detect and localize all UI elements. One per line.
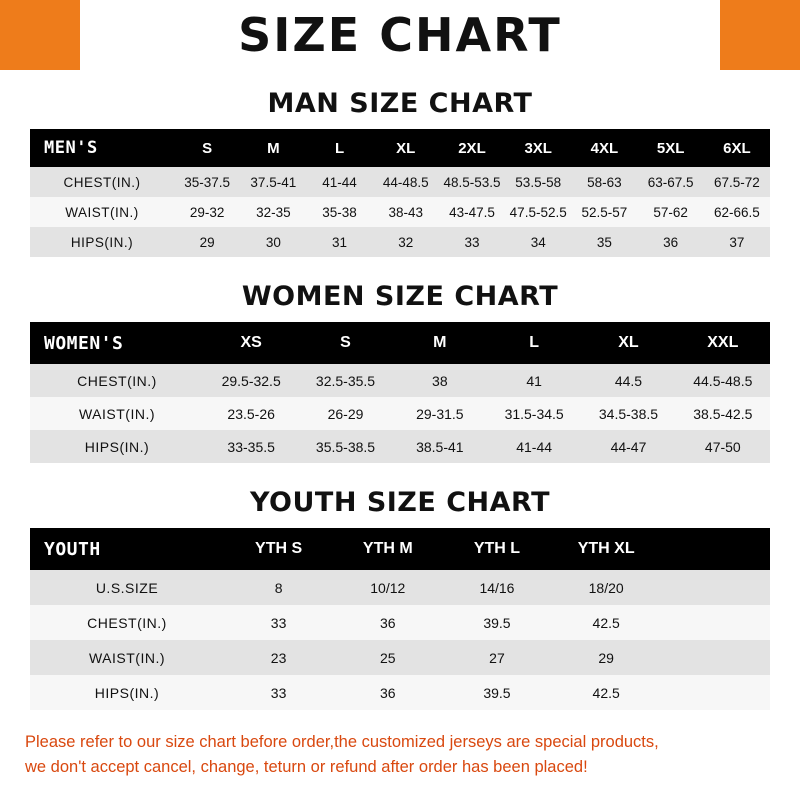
women-table-wrap: [30, 322, 770, 463]
youth-cell-2-0: 23: [224, 640, 333, 675]
disclaimer-line-2: we don't accept cancel, change, teturn or refund after order has been placed!: [25, 757, 588, 776]
women-cell-2-0: 33-35.5: [204, 430, 298, 463]
table-header-row: [30, 528, 770, 570]
table-row: [30, 167, 770, 197]
table-row: [30, 675, 770, 710]
man-table-wrap: [30, 129, 770, 257]
women-cell-1-2: 29-31.5: [393, 397, 487, 430]
man-cell-2-3: 32: [373, 227, 439, 257]
women-table-head: [30, 322, 770, 364]
women-cell-2-2: 38.5-41: [393, 430, 487, 463]
table-header-row: [30, 129, 770, 167]
man-cell-0-1: 37.5-41: [240, 167, 306, 197]
man-cell-2-0: 29: [174, 227, 240, 257]
youth-cell-1-3: 42.5: [552, 605, 661, 640]
section-title-man: MAN SIZE CHART: [267, 88, 533, 119]
man-cell-0-7: 63-67.5: [638, 167, 704, 197]
table-header-row: [30, 322, 770, 364]
youth-cell-1-2: 39.5: [442, 605, 551, 640]
youth-cell-2-filler: [661, 640, 770, 675]
youth-cell-3-1: 36: [333, 675, 442, 710]
youth-cell-0-filler: [661, 570, 770, 605]
man-cell-2-2: 31: [306, 227, 372, 257]
man-col-2: L: [306, 129, 372, 167]
man-col-0: S: [174, 129, 240, 167]
youth-col-2: YTH L: [442, 528, 551, 570]
man-cell-1-8: 62-66.5: [704, 197, 770, 227]
women-cell-2-4: 44-47: [581, 430, 675, 463]
women-cell-2-5: 47-50: [676, 430, 770, 463]
man-col-7: 5XL: [638, 129, 704, 167]
table-row: [30, 227, 770, 257]
youth-table-wrap: [30, 528, 770, 710]
table-row: [30, 605, 770, 640]
man-cell-2-7: 36: [638, 227, 704, 257]
women-cell-0-4: 44.5: [581, 364, 675, 397]
women-cell-0-5: 44.5-48.5: [676, 364, 770, 397]
man-cell-0-3: 44-48.5: [373, 167, 439, 197]
women-col-5: XXL: [676, 322, 770, 364]
youth-cell-3-3: 42.5: [552, 675, 661, 710]
youth-cell-0-2: 14/16: [442, 570, 551, 605]
man-col-5: 3XL: [505, 129, 571, 167]
women-row-label-header: WOMEN'S: [30, 322, 204, 364]
man-table-head: [30, 129, 770, 167]
man-cell-0-0: 35-37.5: [174, 167, 240, 197]
man-cell-0-6: 58-63: [571, 167, 637, 197]
man-cell-2-1: 30: [240, 227, 306, 257]
women-cell-1-1: 26-29: [298, 397, 392, 430]
table-row: [30, 197, 770, 227]
man-cell-1-6: 52.5-57: [571, 197, 637, 227]
table-row: [30, 430, 770, 463]
youth-col-filler: [661, 528, 770, 570]
page-title: SIZE CHART: [238, 8, 562, 62]
header-banner: [0, 0, 800, 70]
man-cell-0-4: 48.5-53.5: [439, 167, 505, 197]
table-row: [30, 570, 770, 605]
disclaimer-note: [25, 730, 775, 780]
man-cell-0-5: 53.5-58: [505, 167, 571, 197]
man-cell-1-5: 47.5-52.5: [505, 197, 571, 227]
youth-col-1: YTH M: [333, 528, 442, 570]
man-size-table: [30, 129, 770, 257]
women-row-0-label: CHEST(IN.): [30, 364, 204, 397]
man-row-1-label: WAIST(IN.): [30, 197, 174, 227]
man-cell-1-3: 38-43: [373, 197, 439, 227]
women-col-2: M: [393, 322, 487, 364]
man-cell-1-0: 29-32: [174, 197, 240, 227]
man-cell-1-2: 35-38: [306, 197, 372, 227]
women-row-1-label: WAIST(IN.): [30, 397, 204, 430]
man-cell-0-2: 41-44: [306, 167, 372, 197]
youth-table-head: [30, 528, 770, 570]
header-banner-inner: [80, 0, 720, 70]
youth-cell-0-0: 8: [224, 570, 333, 605]
women-cell-0-3: 41: [487, 364, 581, 397]
youth-cell-2-3: 29: [552, 640, 661, 675]
women-cell-1-0: 23.5-26: [204, 397, 298, 430]
youth-col-0: YTH S: [224, 528, 333, 570]
man-cell-1-4: 43-47.5: [439, 197, 505, 227]
youth-cell-3-2: 39.5: [442, 675, 551, 710]
youth-cell-2-1: 25: [333, 640, 442, 675]
youth-row-3-label: HIPS(IN.): [30, 675, 224, 710]
women-col-1: S: [298, 322, 392, 364]
youth-cell-2-2: 27: [442, 640, 551, 675]
youth-cell-1-0: 33: [224, 605, 333, 640]
women-table-body: [30, 364, 770, 463]
youth-row-2-label: WAIST(IN.): [30, 640, 224, 675]
man-row-2-label: HIPS(IN.): [30, 227, 174, 257]
women-col-3: L: [487, 322, 581, 364]
youth-row-1-label: CHEST(IN.): [30, 605, 224, 640]
women-cell-1-4: 34.5-38.5: [581, 397, 675, 430]
disclaimer-line-1: Please refer to our size chart before order,the customized jerseys are special products,: [25, 733, 659, 751]
youth-cell-1-filler: [661, 605, 770, 640]
man-cell-2-6: 35: [571, 227, 637, 257]
youth-row-label-header: YOUTH: [30, 528, 224, 570]
youth-row-0-label: U.S.SIZE: [30, 570, 224, 605]
man-cell-2-4: 33: [439, 227, 505, 257]
man-col-1: M: [240, 129, 306, 167]
table-row: [30, 364, 770, 397]
youth-cell-3-filler: [661, 675, 770, 710]
man-table-body: [30, 167, 770, 257]
women-cell-2-1: 35.5-38.5: [298, 430, 392, 463]
man-cell-1-1: 32-35: [240, 197, 306, 227]
youth-cell-0-3: 18/20: [552, 570, 661, 605]
women-cell-1-5: 38.5-42.5: [676, 397, 770, 430]
women-col-4: XL: [581, 322, 675, 364]
women-row-2-label: HIPS(IN.): [30, 430, 204, 463]
youth-cell-3-0: 33: [224, 675, 333, 710]
man-col-3: XL: [373, 129, 439, 167]
man-cell-0-8: 67.5-72: [704, 167, 770, 197]
section-title-women: WOMEN SIZE CHART: [241, 281, 559, 312]
man-col-8: 6XL: [704, 129, 770, 167]
youth-size-table: [30, 528, 770, 710]
man-row-label-header: MEN'S: [30, 129, 174, 167]
youth-cell-0-1: 10/12: [333, 570, 442, 605]
table-row: [30, 640, 770, 675]
table-row: [30, 397, 770, 430]
women-cell-0-1: 32.5-35.5: [298, 364, 392, 397]
man-col-6: 4XL: [571, 129, 637, 167]
youth-table-body: [30, 570, 770, 710]
man-cell-1-7: 57-62: [638, 197, 704, 227]
man-cell-2-5: 34: [505, 227, 571, 257]
man-cell-2-8: 37: [704, 227, 770, 257]
women-cell-1-3: 31.5-34.5: [487, 397, 581, 430]
youth-col-3: YTH XL: [552, 528, 661, 570]
women-cell-0-2: 38: [393, 364, 487, 397]
youth-cell-1-1: 36: [333, 605, 442, 640]
women-col-0: XS: [204, 322, 298, 364]
women-cell-2-3: 41-44: [487, 430, 581, 463]
section-title-youth: YOUTH SIZE CHART: [249, 487, 551, 518]
man-col-4: 2XL: [439, 129, 505, 167]
man-row-0-label: CHEST(IN.): [30, 167, 174, 197]
women-cell-0-0: 29.5-32.5: [204, 364, 298, 397]
women-size-table: [30, 322, 770, 463]
